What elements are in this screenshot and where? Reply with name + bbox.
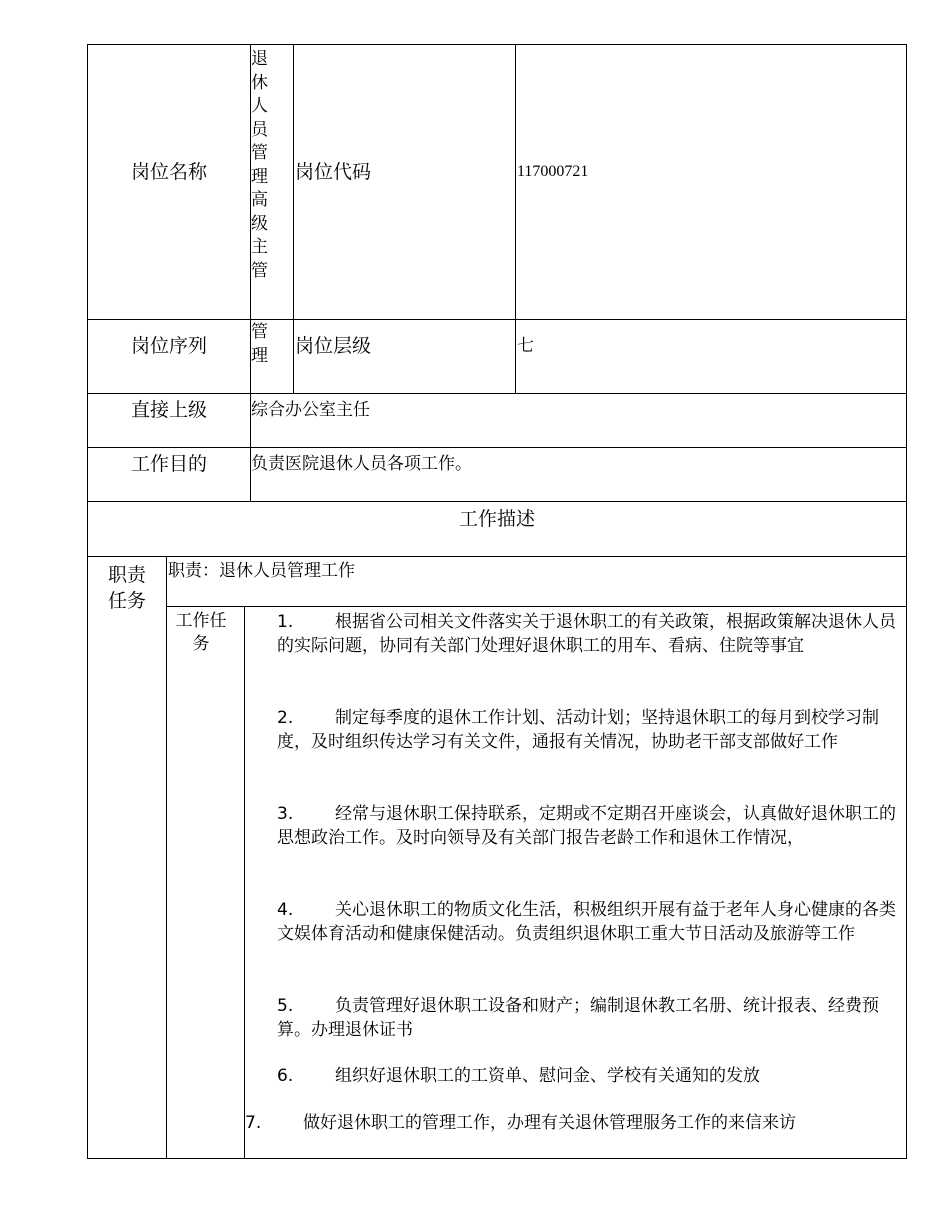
col-divider [293, 44, 294, 394]
task-item: 1. 根据省公司相关文件落实关于退休职工的有关政策，根据政策解决退休人员的实际问题，协同有关部门处理好退休职工的用车、看病、住院等事宜 [277, 612, 896, 656]
direct-superior-value: 综合办公室主任 [251, 400, 370, 420]
duty-title: 职责：退休人员管理工作 [168, 561, 355, 581]
position-name-value: 退休人员管理高级主管 [251, 49, 268, 281]
position-series-value: 管理 [251, 322, 268, 366]
position-level-label: 岗位层级 [295, 335, 372, 357]
task-item: 7. 做好退休职工的管理工作，办理有关退休管理服务工作的来信来访 [245, 1113, 796, 1133]
task-item: 5. 负责管理好退休职工设备和财产；编制退休教工名册、统计报表、经费预算。办理退休证书 [277, 996, 879, 1040]
row-divider [87, 501, 907, 502]
work-purpose-label: 工作目的 [130, 453, 207, 475]
work-description-heading: 工作描述 [458, 508, 535, 530]
duty-task-label: 职责任务 [107, 564, 146, 612]
col-divider [515, 44, 516, 394]
col-divider [166, 556, 167, 1159]
work-purpose-value: 负责医院退休人员各项工作。 [251, 454, 472, 474]
col-divider [244, 606, 245, 1159]
row-divider [87, 447, 907, 448]
position-series-label: 岗位序列 [130, 335, 207, 357]
row-divider [87, 393, 907, 394]
task-item: 4. 关心退休职工的物质文化生活，积极组织开展有益于老年人身心健康的各类文娱体育活动和健康保健活动。负责组织退休职工重大节日活动及旅游等工作 [277, 900, 896, 944]
position-code-label: 岗位代码 [295, 161, 372, 183]
position-code-value: 117000721 [517, 163, 589, 180]
row-divider [87, 556, 907, 557]
task-item: 6. 组织好退休职工的工资单、慰问金、学校有关通知的发放 [277, 1066, 760, 1086]
direct-superior-label: 直接上级 [130, 399, 207, 421]
job-description-table [87, 44, 907, 1159]
row-divider [87, 319, 907, 320]
task-item: 2. 制定每季度的退休工作计划、活动计划；坚持退休职工的每月到校学习制度，及时组织传达学习有关文件，通报有关情况，协助老干部支部做好工作 [277, 708, 879, 752]
task-item: 3. 经常与退休职工保持联系，定期或不定期召开座谈会，认真做好退休职工的思想政治工作。及时向领导及有关部门报告老龄工作和退休工作情况， [277, 804, 896, 848]
position-name-label: 岗位名称 [130, 161, 207, 183]
row-divider [166, 606, 907, 607]
work-task-label: 工作任务 [175, 611, 227, 654]
position-level-value: 七 [517, 336, 534, 356]
